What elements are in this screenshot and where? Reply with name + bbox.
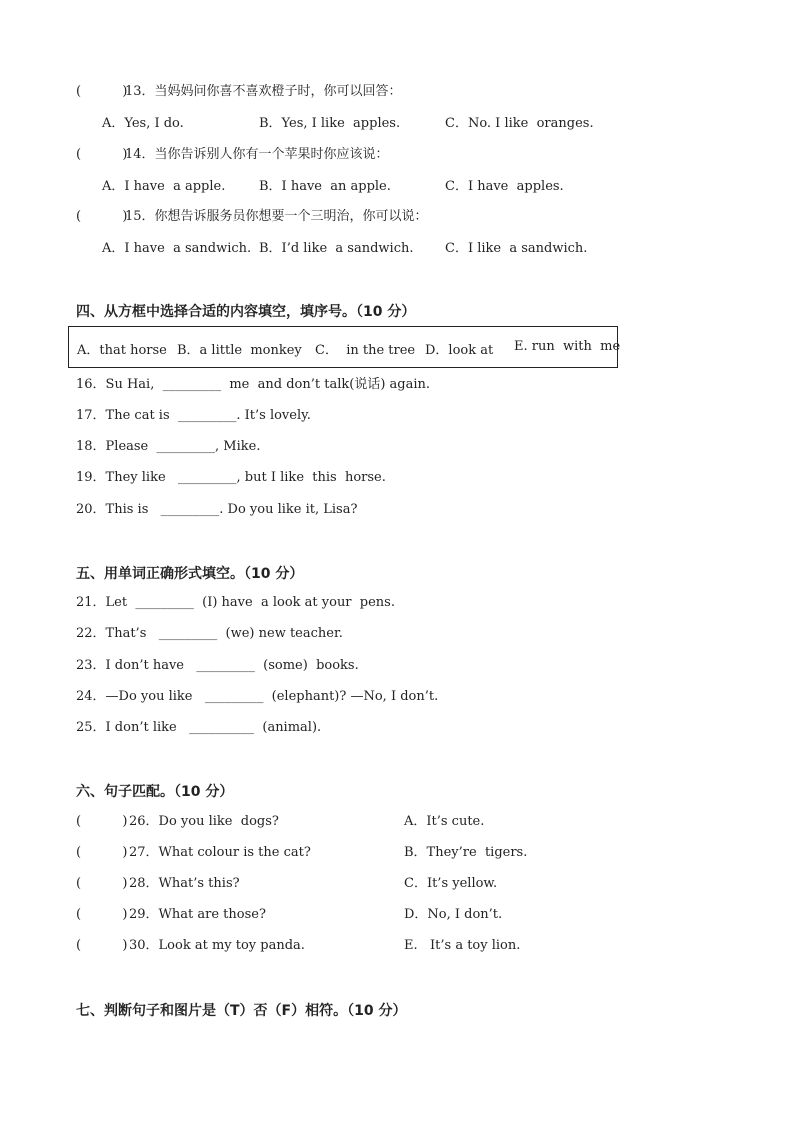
box-option-e: E. run with me <box>514 339 621 354</box>
q28-paren[interactable]: ( ) <box>76 876 128 891</box>
q26-text: 26．Do you like dogs? <box>129 814 279 829</box>
section6-title: 六、句子匹配。（10 分） <box>76 784 234 800</box>
match-option-b: B．They’re tigers. <box>404 845 528 860</box>
q15-paren[interactable]: ( ) <box>76 209 128 224</box>
q22[interactable]: 22．That’s _________ (we) new teacher. <box>76 626 343 641</box>
q15-stem: 15．你想告诉服务员你想要一个三明治，你可以说： <box>125 209 428 224</box>
q13-option-c: C．No. I like oranges. <box>445 116 594 131</box>
q28-text: 28．What’s this? <box>129 876 240 891</box>
q14-stem: 14．当你告诉别人你有一个苹果时你应该说： <box>125 147 389 162</box>
q13-stem: 13．当妈妈问你喜不喜欢橙子时，你可以回答： <box>125 84 402 99</box>
box-option-a: A．that horse <box>77 343 167 358</box>
section4-title: 四、从方框中选择合适的内容填空，填序号。（10 分） <box>76 304 416 320</box>
box-option-c: C． in the tree <box>315 343 416 358</box>
q14-paren[interactable]: ( ) <box>76 147 128 162</box>
q19[interactable]: 19．They like _________, but I like this horse. <box>76 470 386 485</box>
q14-option-b: B．I have an apple. <box>259 179 391 194</box>
q21[interactable]: 21．Let _________ (I) have a look at your pens. <box>76 595 395 610</box>
box-option-d: D．look at <box>425 343 494 358</box>
q23[interactable]: 23．I don’t have _________ (some) books. <box>76 658 359 673</box>
q14-option-a: A．I have a apple. <box>102 179 226 194</box>
word-box <box>68 326 621 368</box>
match-option-d: D．No, I don’t. <box>404 907 503 922</box>
q25[interactable]: 25．I don’t like __________ (animal). <box>76 720 322 735</box>
q30-text: 30．Look at my toy panda. <box>129 938 305 953</box>
q18[interactable]: 18．Please _________, Mike. <box>76 439 261 454</box>
match-option-e: E. It’s a toy lion. <box>404 938 521 953</box>
q13-paren[interactable]: ( ) <box>76 84 128 99</box>
match-option-a: A．It’s cute. <box>404 814 485 829</box>
match-option-c: C．It’s yellow. <box>404 876 498 891</box>
q15-option-c: C．I like a sandwich. <box>445 241 588 256</box>
q27-text: 27．What colour is the cat? <box>129 845 311 860</box>
q29-paren[interactable]: ( ) <box>76 907 128 922</box>
section5-title: 五、用单词正确形式填空。（10 分） <box>76 566 304 582</box>
q15-option-b: B．I’d like a sandwich. <box>259 241 414 256</box>
q14-option-c: C．I have apples. <box>445 179 564 194</box>
q29-text: 29．What are those? <box>129 907 266 922</box>
q30-paren[interactable]: ( ) <box>76 938 128 953</box>
q13-option-b: B．Yes, I like apples. <box>259 116 401 131</box>
q27-paren[interactable]: ( ) <box>76 845 128 860</box>
q15-option-a: A．I have a sandwich. <box>102 241 252 256</box>
q16[interactable]: 16．Su Hai, _________ me and don’t talk(说话) again. <box>76 377 431 392</box>
section7-title: 七、判断句子和图片是（T）否（F）相符。（10 分） <box>76 1003 407 1019</box>
q13-option-a: A．Yes, I do. <box>102 116 184 131</box>
box-option-b: B．a little monkey <box>177 343 302 358</box>
q20[interactable]: 20．This is _________. Do you like it, Lisa? <box>76 502 358 517</box>
q17[interactable]: 17．The cat is _________. It’s lovely. <box>76 408 311 423</box>
q26-paren[interactable]: ( ) <box>76 814 128 829</box>
q24[interactable]: 24．—Do you like _________ (elephant)? —No, I don’t. <box>76 689 439 704</box>
